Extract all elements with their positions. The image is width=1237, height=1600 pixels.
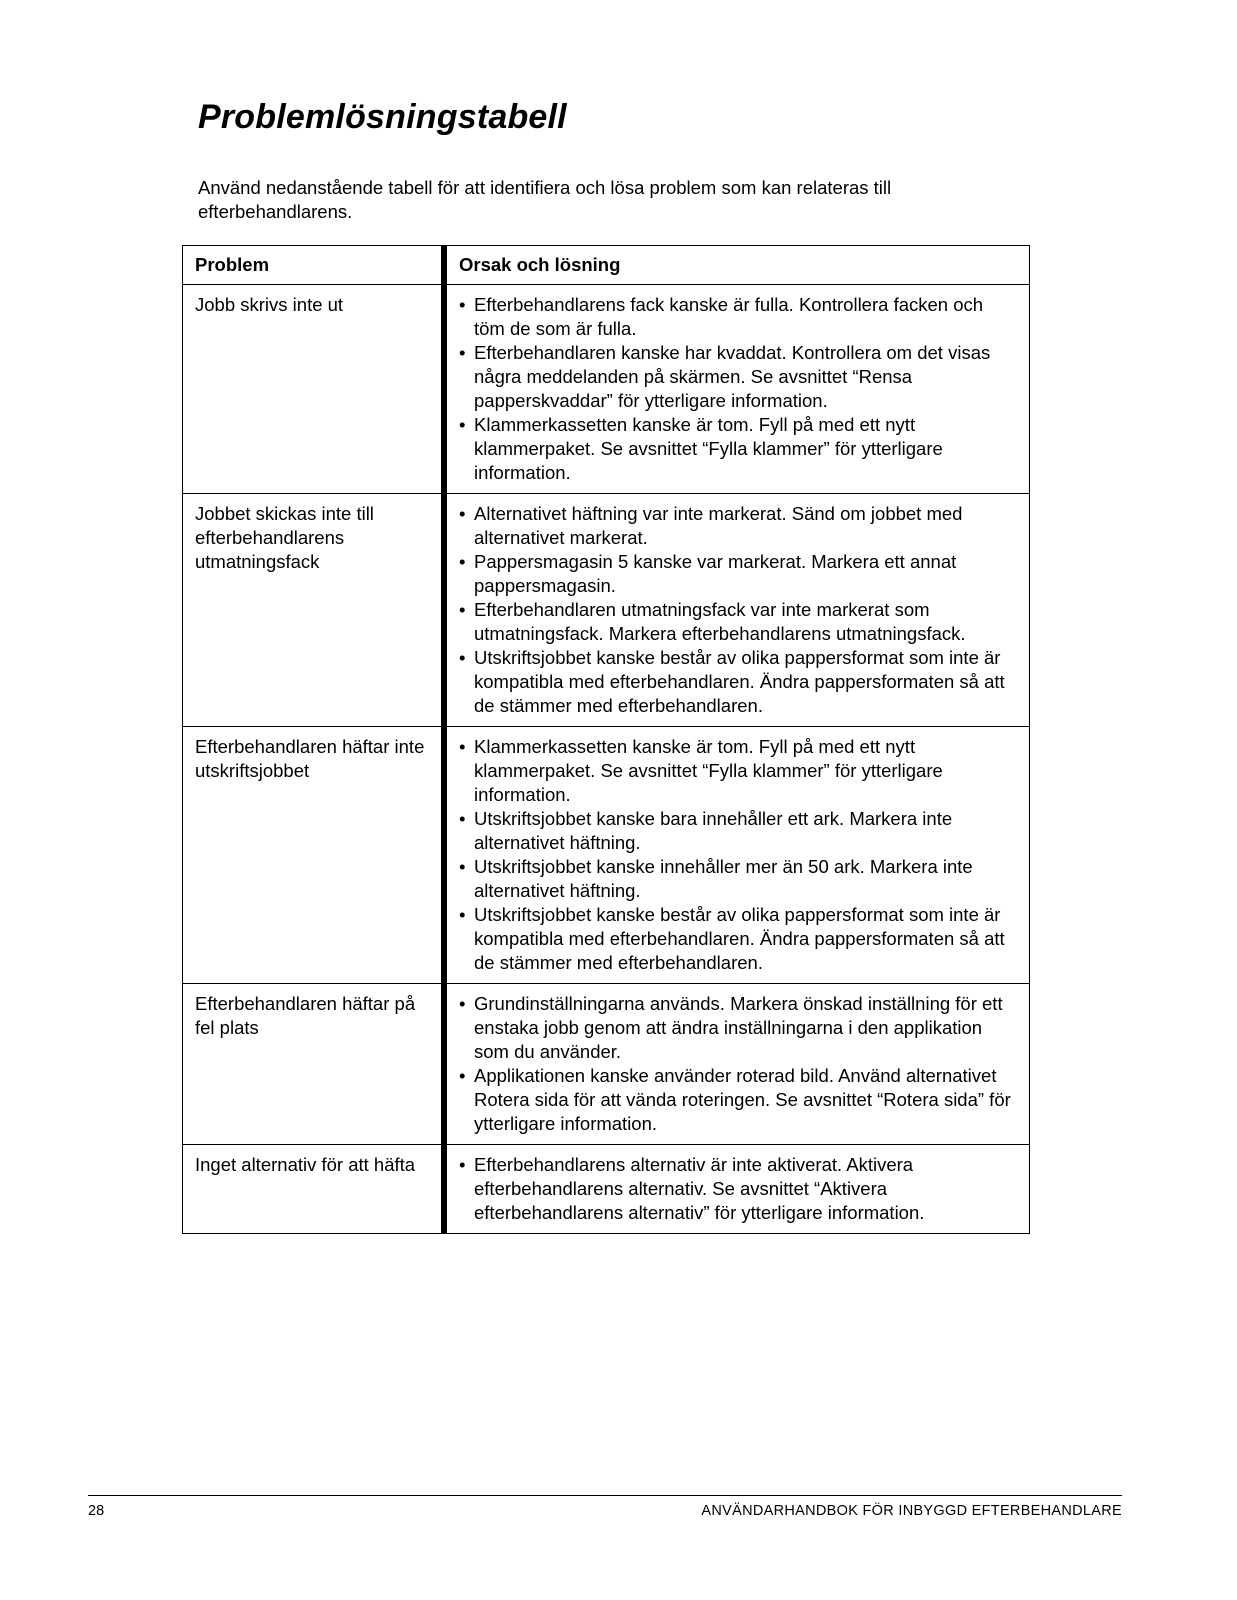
table-row [183,727,1030,984]
solution-list [459,992,1019,1136]
solution-item: • Klammerkassetten kanske är tom. Fyll på med ett nytt klammerpaket. Se avsnittet “Fylla klammer” för ytterligare information. [459,735,1019,807]
solution-cell [444,984,1030,1145]
solution-item: • Efterbehandlarens alternativ är inte aktiverat. Aktivera efterbehandlarens alternativ. Se avsnittet “Aktivera efterbehandlarens alternativ” för ytterligare information. [459,1153,1019,1225]
solution-item: • Utskriftsjobbet kanske består av olika pappersformat som inte är kompatibla med efterbehandlaren. Ändra pappersformaten så att de stämmer med efterbehandlaren. [459,646,1019,718]
intro-paragraph: Använd nedanstående tabell för att identifiera och lösa problem som kan relateras till efterbehandlarens. [198,177,892,222]
page-number: 28 [88,1503,105,1519]
solution-item: • Efterbehandlaren kanske har kvaddat. Kontrollera om det visas några meddelanden på skärmen. Se avsnittet “Rensa papperskvaddar” för ytterligare information. [459,341,1019,413]
solution-item: • Klammerkassetten kanske är tom. Fyll på med ett nytt klammerpaket. Se avsnittet “Fylla klammer” för ytterligare information. [459,413,1019,485]
header-cause-solution: Orsak och lösning [444,246,1030,285]
solution-item: • Efterbehandlarens fack kanske är fulla. Kontrollera facken och töm de som är fulla. [459,293,1019,341]
solution-cell [444,727,1030,984]
solution-item: • Pappersmagasin 5 kanske var markerat. Markera ett annat pappersmagasin. [459,550,1019,598]
solution-list [459,1153,1019,1225]
solution-list [459,502,1019,718]
table-header-row [183,246,1030,285]
problem-cell: Efterbehandlaren häftar på fel plats [183,984,445,1145]
solution-list [459,293,1019,485]
solution-item: • Alternativet häftning var inte markerat. Sänd om jobbet med alternativet markerat. [459,502,1019,550]
table-row [183,285,1030,494]
solution-list [459,735,1019,975]
solution-item: • Efterbehandlaren utmatningsfack var inte markerat som utmatningsfack. Markera efterbehandlarens utmatningsfack. [459,598,1019,646]
solution-cell [444,494,1030,727]
solution-item: • Utskriftsjobbet kanske innehåller mer än 50 ark. Markera inte alternativet häftning. [459,855,1019,903]
troubleshooting-table [182,245,1030,1234]
solution-item: • Utskriftsjobbet kanske består av olika pappersformat som inte är kompatibla med efterbehandlaren. Ändra pappersformaten så att de stämmer med efterbehandlaren. [459,903,1019,975]
problem-cell: Jobb skrivs inte ut [183,285,445,494]
table-row [183,984,1030,1145]
solution-cell [444,285,1030,494]
page-title: Problemlösningstabell [198,98,567,136]
problem-cell: Jobbet skickas inte till efterbehandlarens utmatningsfack [183,494,445,727]
solution-item: • Utskriftsjobbet kanske bara innehåller ett ark. Markera inte alternativet häftning. [459,807,1019,855]
solution-item: • Grundinställningarna används. Markera önskad inställning för ett enstaka jobb genom att ändra inställningarna i den applikation som du använder. [459,992,1019,1064]
problem-cell: Inget alternativ för att häfta [183,1145,445,1234]
table-row [183,1145,1030,1234]
header-problem: Problem [183,246,445,285]
problem-cell: Efterbehandlaren häftar inte utskriftsjobbet [183,727,445,984]
footer-document-title: ANVÄNDARHANDBOK FÖR INBYGGD EFTERBEHANDLARE [701,1503,1122,1519]
footer-divider [88,1495,1122,1496]
solution-cell [444,1145,1030,1234]
table-row [183,494,1030,727]
solution-item: • Applikationen kanske använder roterad bild. Använd alternativet Rotera sida för att vända roteringen. Se avsnittet “Rotera sida” för ytterligare information. [459,1064,1019,1136]
